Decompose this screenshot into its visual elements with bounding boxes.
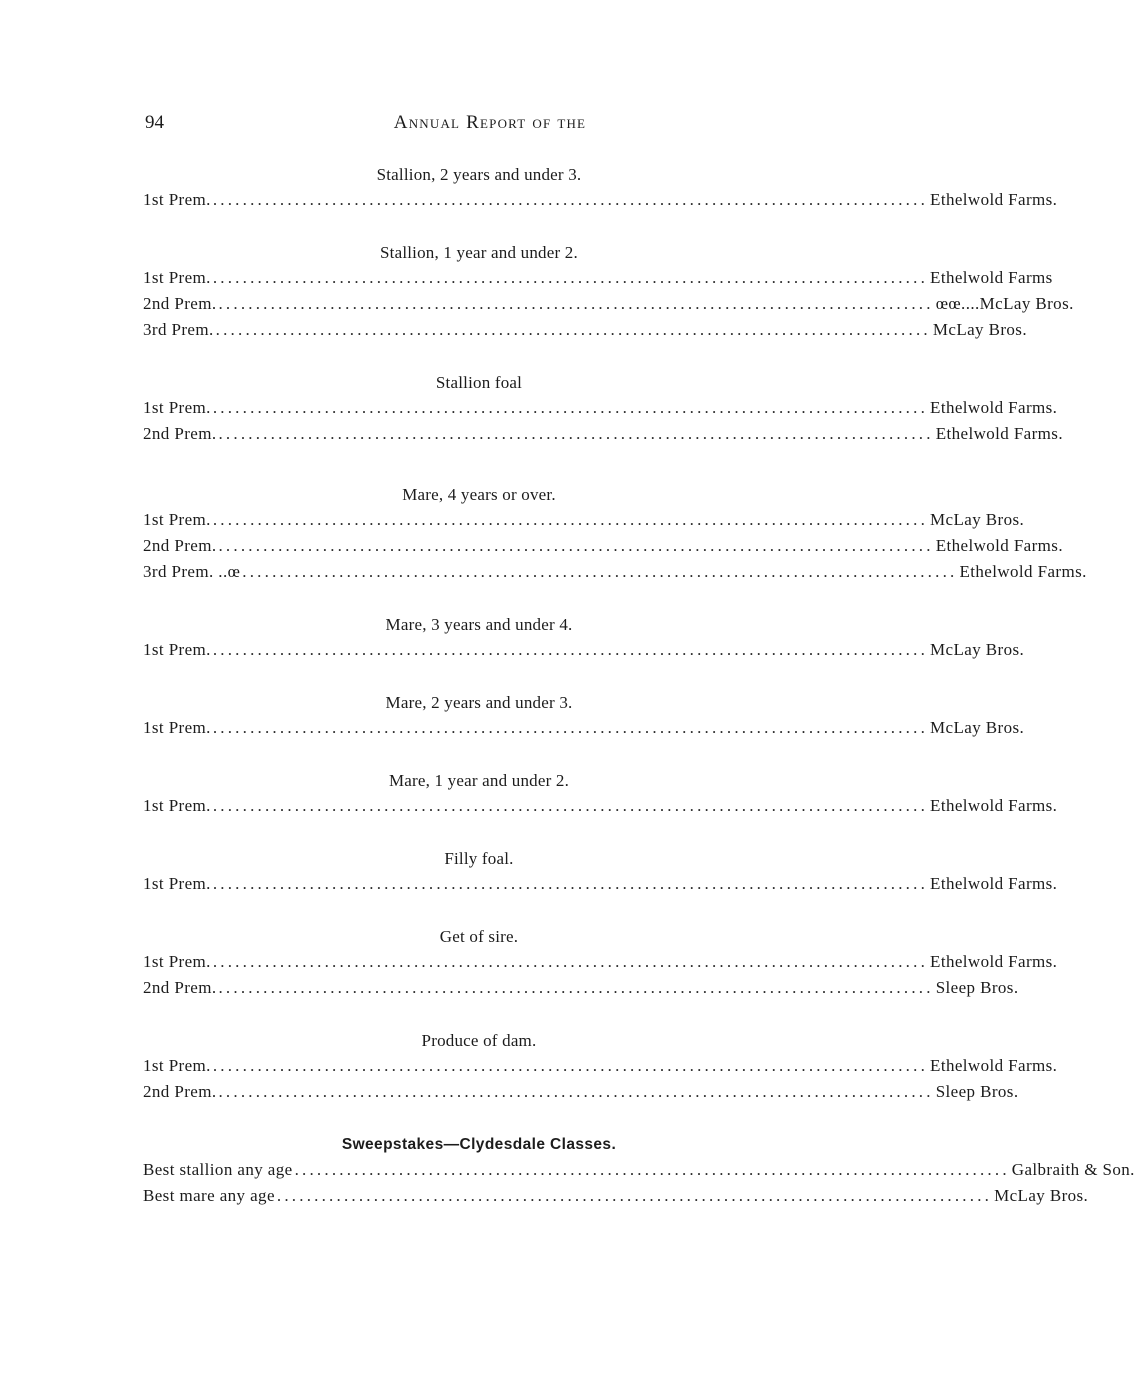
dot-leader: ................................................................................................ [276,1186,993,1205]
dot-leader: ................................................................................................ [212,874,929,893]
dot-leader: ................................................................................................ [218,978,934,997]
premium-winner: Sleep Bros. [935,1082,1019,1101]
premium-winner: œœ....McLay Bros. [935,294,1074,313]
premium-entry [143,1053,1058,1079]
premium-entry [143,1079,1019,1105]
section-title: Mare, 3 years and under 4. [385,615,573,634]
page-header [145,112,795,142]
premium-place: 2nd Prem. [143,294,217,313]
premium-entry [143,559,1087,585]
premium-place: 1st Prem. [143,718,211,737]
premium-entry [143,1157,1135,1183]
premium-entry [143,715,1025,741]
dot-leader: ................................................................................................ [212,1056,929,1075]
premium-winner: McLay Bros. [930,718,1025,737]
premium-entry [143,975,1019,1001]
premium-entry [143,317,1027,343]
section-title: Get of sire. [439,927,519,946]
premium-place: 2nd Prem. [143,978,217,997]
premium-place: 1st Prem. [143,510,211,529]
premium-place: 2nd Prem. [143,424,217,443]
dot-leader: ................................................................................................ [212,190,929,209]
premium-winner: Ethelwold Farms. [935,536,1063,555]
premium-place: 1st Prem. [143,398,211,417]
premium-place: 1st Prem. [143,796,211,815]
premium-place: 1st Prem. [143,640,211,659]
section-title: Stallion foal [435,373,523,392]
premium-place: 1st Prem. [143,1056,211,1075]
premium-section [143,691,1025,741]
dot-leader: ................................................................................................ [212,640,929,659]
dot-leader: ................................................................................................ [294,1160,1010,1179]
premium-winner: Ethelwold Farms [930,268,1053,287]
dot-leader: ................................................................................................ [212,718,929,737]
premium-place: 3rd Prem. [143,320,214,339]
premium-winner: McLay Bros. [932,320,1027,339]
premium-winner: Ethelwold Farms. [935,424,1063,443]
premium-entry [143,507,1025,533]
premium-entry [143,793,1058,819]
premium-entry [143,949,1058,975]
premium-winner: McLay Bros. [930,640,1025,659]
premium-place: 1st Prem. [143,952,211,971]
dot-leader: ................................................................................................ [218,536,934,555]
premium-winner: Ethelwold Farms. [959,562,1087,581]
premium-section [143,1029,1058,1105]
premium-list [143,163,1135,1209]
premium-place: 3rd Prem. ..œ [143,562,241,581]
section-title: Mare, 1 year and under 2. [388,771,570,790]
premium-section [143,925,1058,1001]
dot-leader: ................................................................................................ [218,294,934,313]
premium-entry [143,395,1058,421]
premium-winner: McLay Bros. [994,1186,1089,1205]
dot-leader: ................................................................................................ [242,562,958,581]
premium-place: Best mare any age [143,1186,275,1205]
premium-entry [143,871,1058,897]
premium-section [143,241,1074,343]
premium-entry [143,421,1063,447]
premium-section [143,847,1058,897]
premium-entry [143,1183,1089,1209]
premium-section [143,769,1058,819]
premium-entry [143,533,1063,559]
premium-place: 2nd Prem. [143,1082,217,1101]
premium-place: 1st Prem. [143,874,211,893]
dot-leader: ................................................................................................ [212,510,929,529]
running-title: Annual Report of the [393,112,587,133]
premium-section [143,613,1025,663]
dot-leader: ................................................................................................ [212,952,929,971]
dot-leader: ................................................................................................ [212,268,929,287]
dot-leader: ................................................................................................ [218,1082,934,1101]
dot-leader: ................................................................................................ [212,398,929,417]
premium-section [143,371,1063,447]
page-number: 94 [145,112,164,133]
section-title: Mare, 2 years and under 3. [385,693,573,712]
premium-place: Best stallion any age [143,1160,293,1179]
premium-entry [143,187,1058,213]
dot-leader: ................................................................................................ [218,424,934,443]
premium-section [143,163,1058,213]
dot-leader: ................................................................................................ [212,796,929,815]
premium-winner: Ethelwold Farms. [930,398,1058,417]
section-title: Sweepstakes—Clydesdale Classes. [341,1136,617,1153]
section-title: Produce of dam. [421,1031,537,1050]
section-title: Stallion, 1 year and under 2. [380,243,578,262]
premium-entry [143,637,1025,663]
dot-leader: ................................................................................................ [215,320,931,339]
premium-place: 2nd Prem. [143,536,217,555]
premium-winner: Ethelwold Farms. [930,796,1058,815]
premium-winner: Ethelwold Farms. [930,874,1058,893]
premium-section [143,483,1087,585]
premium-winner: Ethelwold Farms. [930,1056,1058,1075]
premium-winner: Sleep Bros. [935,978,1019,997]
premium-place: 1st Prem. [143,268,211,287]
premium-winner: Ethelwold Farms. [930,952,1058,971]
sweepstakes-section [143,1133,1135,1209]
premium-winner: Ethelwold Farms. [930,190,1058,209]
section-title: Filly foal. [444,849,514,868]
section-title: Mare, 4 years or over. [402,485,556,504]
section-title: Stallion, 2 years and under 3. [376,165,582,184]
premium-entry [143,265,1053,291]
premium-entry [143,291,1074,317]
premium-place: 1st Prem. [143,190,211,209]
premium-winner: McLay Bros. [930,510,1025,529]
premium-winner: Galbraith & Son. [1011,1160,1135,1179]
